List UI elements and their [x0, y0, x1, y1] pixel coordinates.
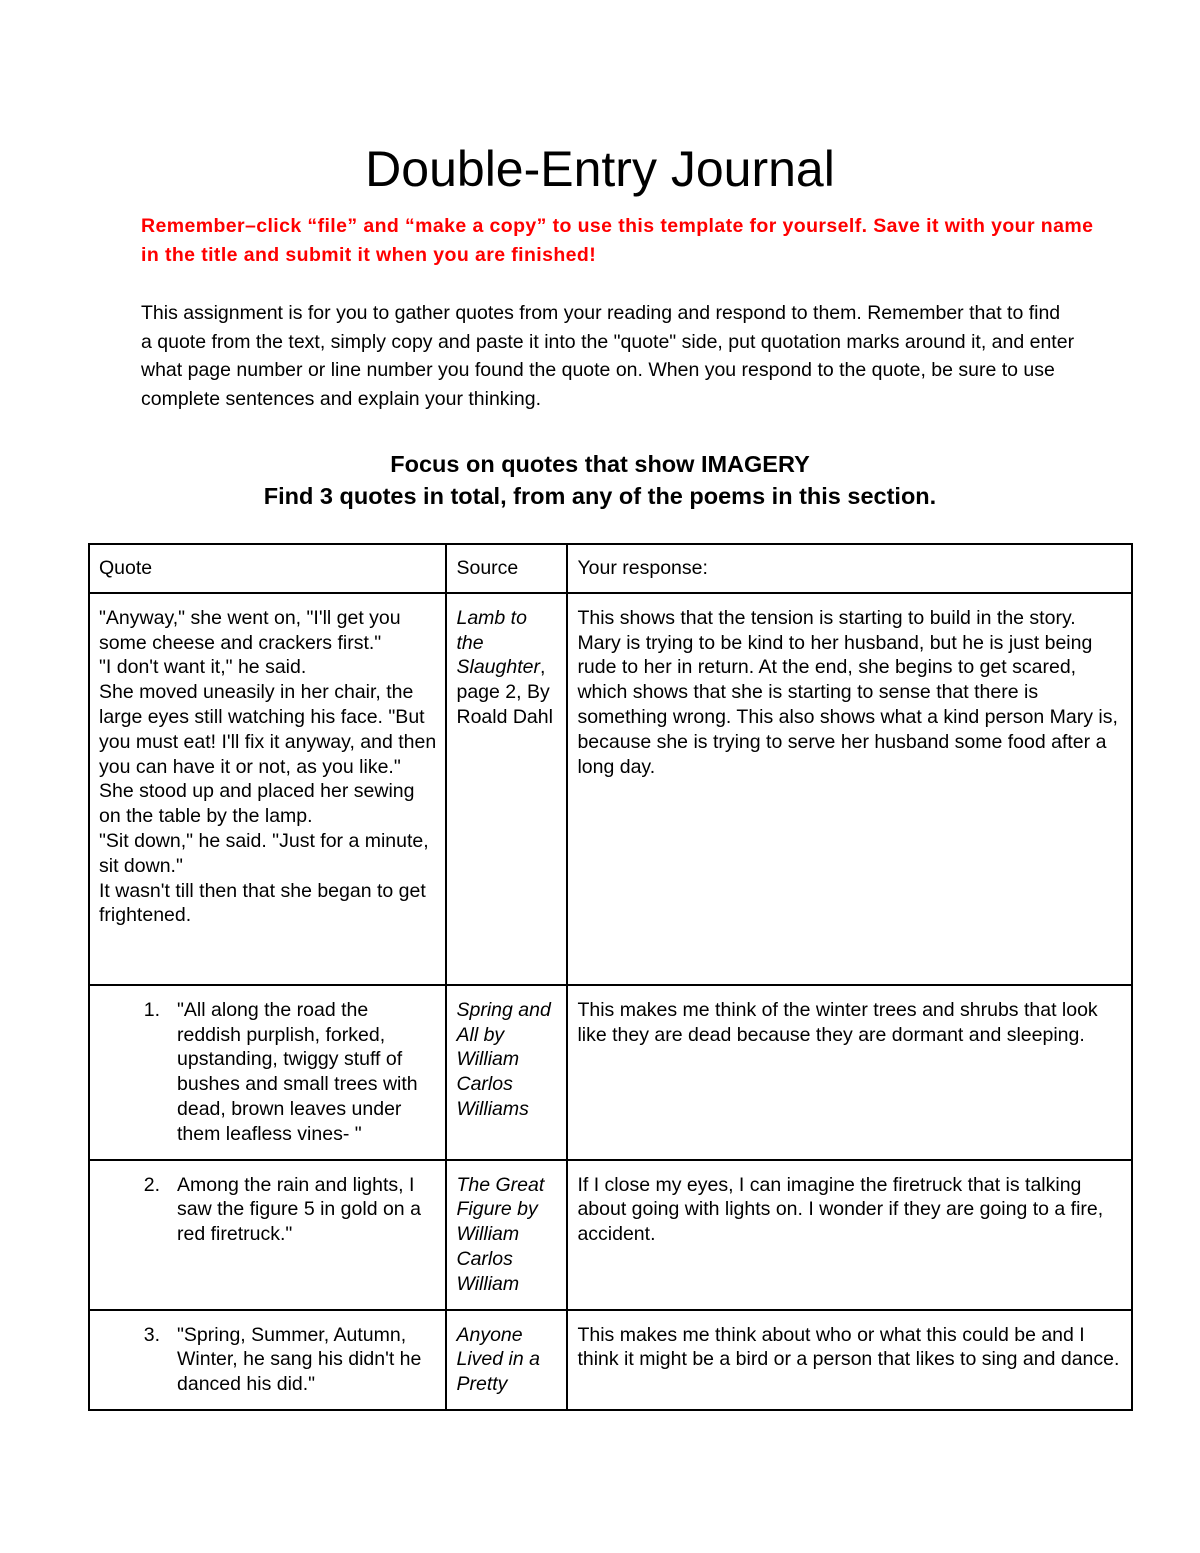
journal-table [88, 543, 1133, 1411]
assignment-instructions: This assignment is for you to gather quotes from your reading and respond to them. Remember that to find a quote from the text, simply copy and paste it into the "quote" side, put quotation marks around it, and enter what page number or line number you found the quote on. When you respond to the quote, be sure to use complete sentences and explain your thinking. [141, 302, 1075, 410]
quote-cell[interactable] [89, 1160, 446, 1310]
header-quote: Quote [89, 544, 446, 593]
focus-line-quote-count: Find 3 quotes in total, from any of the poems in this section. [263, 483, 937, 509]
example-quote-line: "Anyway," she went on, "I'll get you some cheese and crackers first." [99, 606, 401, 654]
table-row [89, 985, 1132, 1160]
table-row-example [89, 593, 1132, 985]
example-quote-line: "I don't want it," he said. [99, 656, 307, 679]
example-source-title: Lamb to the Slaughter [456, 606, 540, 679]
quote-text: "Spring, Summer, Autumn, Winter, he sang his didn't he danced his did." [177, 1323, 422, 1396]
quote-text: "All along the road the reddish purplish, forked, upstanding, twiggy stuff of bushes and small trees with dead, brown leaves under them leafless vines- " [177, 998, 418, 1145]
example-source-details: , page 2, By Roald Dahl [456, 656, 553, 728]
example-response-cell[interactable]: This shows that the tension is starting to build in the story. Mary is trying to be kind to her husband, but he is just being rude to her in return. At the end, she begins to get scared, which shows that she is starting to sense that there is something wrong. This also shows what a kind person Mary is, because she is trying to serve her husband some food after a long day. [567, 593, 1132, 985]
response-cell[interactable]: This makes me think about who or what this could be and I think it might be a bird or a person that likes to sing and dance. [567, 1310, 1132, 1410]
source-cell[interactable]: Spring and All by William Carlos Williams [446, 985, 567, 1160]
response-cell[interactable]: This makes me think of the winter trees and shrubs that look like they are dead because they are dormant and sleeping. [567, 985, 1132, 1160]
response-cell[interactable]: If I close my eyes, I can imagine the firetruck that is talking about going with lights on. I wonder if they are going to a fire, accident. [567, 1160, 1132, 1310]
source-cell[interactable]: Anyone Lived in a Pretty [446, 1310, 567, 1410]
example-quote-line: "Sit down," he said. "Just for a minute, sit down." [99, 829, 429, 877]
header-source: Source [446, 544, 567, 593]
table-row [89, 1310, 1132, 1410]
quote-text: Among the rain and lights, I saw the figure 5 in gold on a red firetruck." [177, 1173, 421, 1246]
example-quote-line: It wasn't till then that she began to get frightened. [99, 879, 426, 927]
focus-line-imagery: Focus on quotes that show IMAGERY [390, 451, 810, 477]
example-quote-cell[interactable] [89, 593, 446, 985]
table-header-row [89, 544, 1132, 593]
example-source-cell[interactable] [446, 593, 567, 985]
quote-number: 3. [143, 1323, 160, 1346]
table-row [89, 1160, 1132, 1310]
quote-number: 1. [143, 998, 160, 1021]
quote-cell[interactable] [89, 1310, 446, 1410]
example-quote-line: She moved uneasily in her chair, the large eyes still watching his face. "But you must eat! I'll fix it anyway, and then you can have it or not, as you like." [99, 681, 437, 778]
page-title: Double-Entry Journal [365, 141, 835, 197]
focus-heading [0, 448, 1200, 512]
reminder-note: Remember–click “file” and “make a copy” to use this template for yourself. Save it with your name in the title and submit it when you are finished! [141, 215, 1094, 266]
header-response: Your response: [567, 544, 1132, 593]
quote-cell[interactable] [89, 985, 446, 1160]
quote-number: 2. [143, 1173, 160, 1196]
source-cell[interactable]: The Great Figure by William Carlos William [446, 1160, 567, 1310]
example-quote-line: She stood up and placed her sewing on the table by the lamp. [99, 780, 415, 828]
